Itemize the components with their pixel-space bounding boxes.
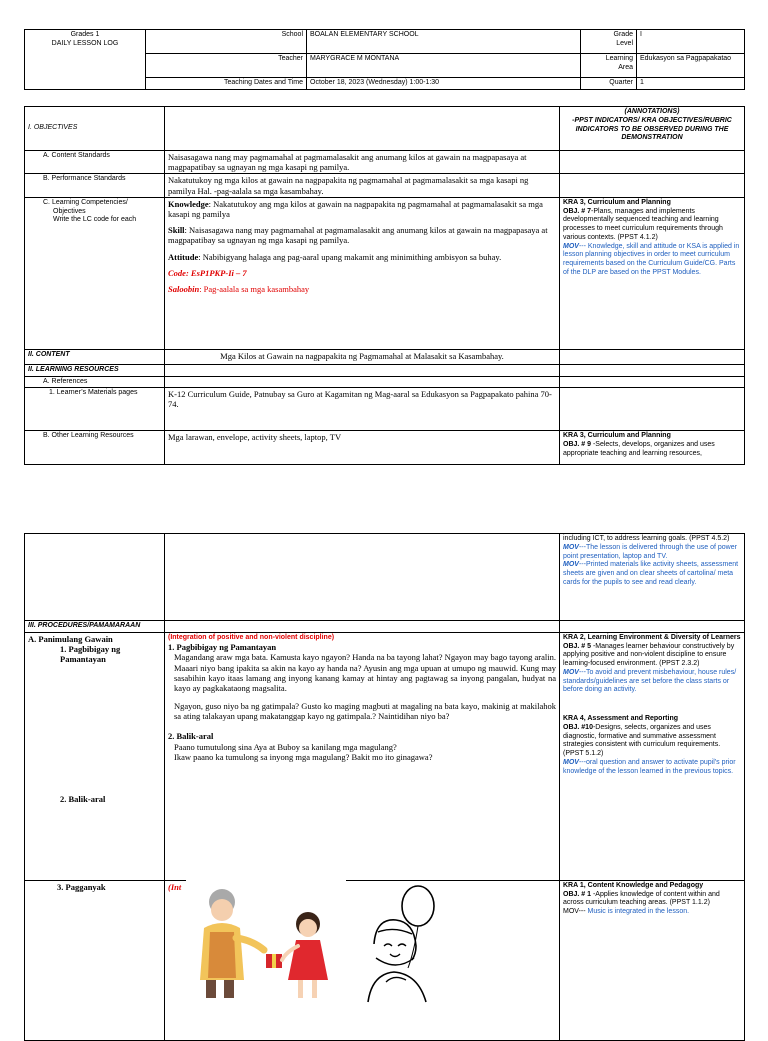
content-heading: II. CONTENT — [25, 349, 165, 364]
dll-title-log: DAILY LESSON LOG — [51, 39, 119, 47]
saloobin: Saloobin: Pag-aalala sa mga kasambahay — [168, 283, 310, 294]
balik-aral-label: 2. Balik-aral — [60, 794, 106, 805]
content-text: Mga Kilos at Gawain na nagpapakita ng Pagmamahal at Malasakit sa Kasambahay. — [165, 349, 560, 364]
annotation-kra2-kra4: KRA 2, Learning Environment & Diversity of Learners OBJ. # 5 -Manages learner behaviour constructively by applying positive and non-violent discipline to ensure learning-focused environment. (PPST 2.3.2) MOV---To avoid and prevent misbehaviour, house rules/ standards/guidelines are set before the class starts or before doing an activity. KRA 4, Assessment and Reporting OBJ. #10-Designs, selects, organizes and uses diagnostic, formative and summative assessment strategies consistent with curriculum requirements. (PPST 5.1.2) MOV---oral question and answer to activate pupil’s prior knowledge of the lesson learned in the previous topics. — [560, 632, 745, 880]
skill-objective: Skill: Naisasagawa nang may pagmamahal at pagmamalasakit ang anumang kilos at gawain na magpapasaya at magpapatibay sa ugnayan ng mga kasapi ng pamilya. — [168, 225, 548, 246]
learning-competencies-text — [165, 197, 560, 349]
teacher-label: Teacher — [146, 54, 307, 78]
quarter-label: Quarter — [581, 78, 637, 90]
dates-label: Teaching Dates and Time — [146, 78, 307, 90]
dll-title-cell — [25, 30, 146, 90]
pamantayan-heading: 1. Pagbibigay ng Pamantayan — [168, 642, 277, 653]
balik-aral-heading: 2. Balik-aral — [168, 731, 214, 742]
procedures-heading: III. PROCEDURES/PAMAMARAAN — [25, 621, 165, 633]
knowledge-objective: Knowledge: Nakatutukoy ang mga kilos at gawain na nagpapakita ng pagmamahal at pagmamalasakit sa mga kasapi ng pamilya — [168, 198, 543, 219]
panimulang-gawain-text — [165, 632, 560, 880]
balik-aral-question-1: Paano tumutulong sina Aya at Buboy sa kanilang mga magulang? — [174, 741, 397, 752]
quarter-value: 1 — [637, 78, 745, 90]
performance-standards-text: Nakatutukoy ng mga kilos at gawain na nagpapakita ng pagmamahal at pagmamalasakit sa mga kasapi ng pamilya Hal. -pag-aalala sa mga kasambahay. — [165, 174, 560, 197]
learning-resources-heading: II. LEARNING RESOURCES — [25, 364, 165, 376]
dates-value: October 18, 2023 (Wednesday) 1:00-1:30 — [307, 78, 581, 90]
content-standards-label: A. Content Standards — [25, 151, 165, 174]
attitude-objective: Attitude: Nabibigyang halaga ang pag-aaral upang makamit ang minimithing ambisyon sa buhay. — [168, 251, 502, 262]
pamantayan-paragraph-1: Magandang araw mga bata. Kamusta kayo ngayon? Handa na ba tayong lahat? Ngayon may bago tayong aralin. Maaari niyo bang ipakita sa akin na kayo ay handa na? Ayusin ang mga upuan at umupo ng mauwid. Kung may sasabihin kayo itaas lamang ang inyong kanang kamay at hintay ang pagtawag sa inyong pangalan, hudyat na kayo ay pagkakataong magsalita. — [174, 652, 556, 693]
grade-label: Grade Level — [581, 30, 637, 54]
school-value: BOALAN ELEMENTARY SCHOOL — [307, 30, 581, 54]
pagganyak-text: (Int — [165, 880, 560, 1040]
learning-competencies-label: C. Learning Competencies/ Objectives Write the LC code for each — [25, 197, 165, 349]
annotation-kra3b: KRA 3, Curriculum and Planning OBJ. # 9 -Selects, develops, organizes and uses appropriate teaching and learning resources, — [560, 431, 745, 465]
area-value: Edukasyon sa Pagpapakatao — [637, 54, 745, 78]
objectives-heading: I. OBJECTIVES — [25, 107, 165, 151]
lesson-table-1 — [24, 106, 745, 465]
area-label: Learning Area — [581, 54, 637, 78]
annotation-ict: including ICT, to address learning goals. (PPST 4.5.2) MOV---The lesson is delivered through the use of power point presentation, laptop and TV. MOV---Printed materials like activity sheets, assessment sheets are given and on clear sheets of cartolina/ meta cards for the pupils to see and read clearly. — [560, 534, 745, 621]
panimulang-gawain-label: A. Panimulang Gawain 1. Pagbibigay ng Pamantayan 2. Balik-aral — [25, 632, 165, 880]
teacher-value: MARYGRACE M MONTANA — [307, 54, 581, 78]
performance-standards-label: B. Performance Standards — [25, 174, 165, 197]
other-resources-label: B. Other Learning Resources — [25, 431, 165, 465]
learners-materials-label: 1. Learner’s Materials pages — [25, 388, 165, 431]
lc-code: Code: EsP1PKP-Ii – 7 — [168, 267, 247, 278]
dll-title-grade: Grades 1 — [70, 31, 100, 38]
annotation-kra1: KRA 1, Content Knowledge and Pedagogy OBJ. # 1 -Applies knowledge of content within and across curriculum teaching areas. (PPST 1.1.2) MOV--- Music is integrated in the lesson. — [560, 880, 745, 1040]
school-label: School — [146, 30, 307, 54]
balik-aral-question-2: Ikaw paano ka tumulong sa inyong mga magulang? Bakit mo ito ginagawa? — [174, 751, 433, 762]
content-standards-text: Naisasagawa nang may pagmamahal at pagmamalasakit ang anumang kilos at gawain na magpapasaya at magpapatibay sa ugnayan ng mga kasapi ng pamilya. — [165, 151, 560, 174]
pamantayan-paragraph-2: Ngayon, guso niyo ba ng gatimpala? Gusto ko maging magbuti at magaling na bata kayo, makinig at makilahok sa ating talakayan upang makatanggap kayo ng gatimpala.? Naintidihan niyo ba? — [174, 701, 556, 722]
pagganyak-label: 3. Pagganyak — [25, 880, 165, 1040]
annotation-kra3: KRA 3, Curriculum and Planning OBJ. # 7-Plans, manages and implements developmentally sequenced teaching and learning processes to meet curriculum requirements through various contexts. (PPST 4.1.2) MOV--- Knowledge, skill and attitude or KSA is applied in lesson planning objectives in order to meet curriculum requirements based on the Curriculum Guide/CG. Parts of the DLP are based on the PPST Modules. — [560, 197, 745, 349]
kasambahay-illustration — [186, 880, 346, 1004]
learners-materials-text: K-12 Curriculum Guide, Patnubay sa Guro at Kagamitan ng Mag-aaral sa Edukasyon sa Pagpapakato pahina 70-74. — [165, 388, 560, 431]
grade-value: I — [637, 30, 745, 54]
header-table — [24, 29, 745, 90]
other-resources-text: Mga larawan, envelope, activity sheets, laptop, TV — [165, 431, 560, 465]
annotations-heading: (ANNOTATIONS) -PPST INDICATORS/ KRA OBJECTIVES/RUBRIC INDICATORS TO BE OBSERVED DURING THE DEMONSTRATION — [560, 107, 745, 151]
integration-note: (Integration of positive and non-violent discipline) — [168, 633, 335, 641]
balloon-girl-illustration — [356, 882, 448, 1006]
references-label: A. References — [25, 376, 165, 388]
